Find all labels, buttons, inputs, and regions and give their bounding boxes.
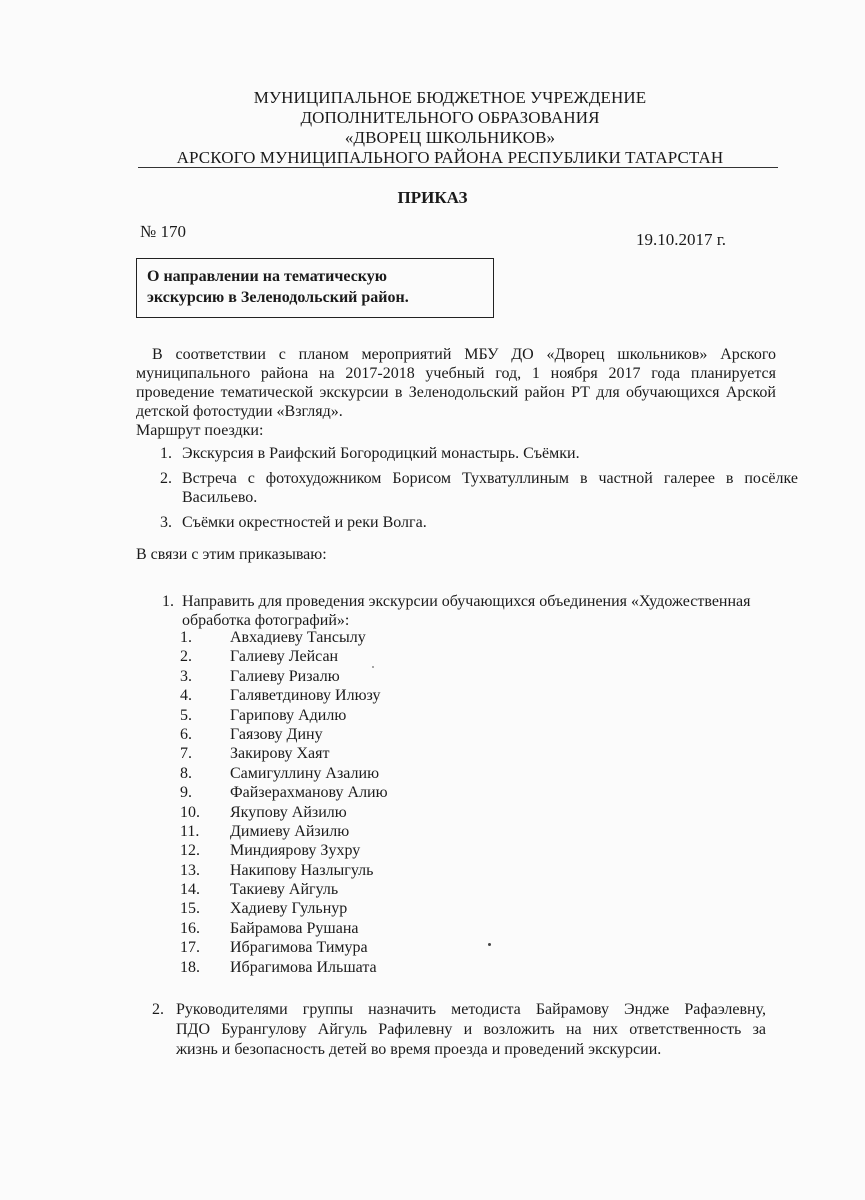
student-number: 9.: [180, 784, 192, 802]
route-item-number: 1.: [160, 445, 172, 462]
route-item-number: 3.: [160, 514, 172, 531]
student-name: Байрамова Рушана: [230, 919, 359, 937]
student-number: 14.: [180, 881, 200, 899]
header-line: АРСКОГО МУНИЦИПАЛЬНОГО РАЙОНА РЕСПУБЛИКИ ТАТАРСТАН: [176, 148, 724, 167]
intro-line: проведение тематической экскурсии в Зеленодольский район РТ для обучающихся Арской: [136, 384, 776, 401]
header-line: МУНИЦИПАЛЬНОЕ БЮДЖЕТНОЕ УЧРЕЖДЕНИЕ: [253, 88, 647, 107]
student-number: 16.: [180, 919, 200, 937]
directive-intro: В связи с этим приказываю:: [136, 546, 327, 563]
route-item-text: Съёмки окрестностей и реки Волга.: [182, 514, 427, 531]
header-divider: [138, 167, 778, 168]
student-number: 12.: [180, 842, 200, 860]
order-item-1: [162, 592, 812, 630]
scan-speck: [372, 666, 374, 668]
document-title: ПРИКАЗ: [397, 188, 468, 207]
route-item-text: Васильево.: [182, 489, 258, 506]
order-item-text: обработка фотографий»:: [182, 612, 350, 629]
order-item-number: 1.: [162, 593, 174, 610]
intro-line: В соответствии с планом мероприятий МБУ ДО «Дворец школьников» Арского: [152, 346, 776, 363]
order-number: № 170: [140, 222, 186, 241]
student-number: 6.: [180, 725, 192, 743]
scan-speck: [488, 943, 491, 946]
order-item: [162, 592, 812, 630]
student-name: Накипову Назлыгуль: [230, 861, 374, 879]
student-number: 17.: [180, 939, 200, 957]
route-item: [160, 513, 800, 532]
order-item-number: 2.: [152, 1001, 164, 1018]
student-number: 4.: [180, 687, 192, 705]
student-name: Хадиеву Гульнур: [230, 900, 348, 918]
student-number: 15.: [180, 900, 200, 918]
student-name: Ибрагимова Тимура: [230, 939, 368, 957]
student-name: Самигуллину Азалию: [230, 764, 380, 782]
student-name: Гарипову Адилю: [230, 706, 347, 724]
student-name: Миндиярову Зухру: [230, 842, 361, 860]
route-item-text: Встреча с фотохудожником Борисом Тухватуллиным в частной галерее в посёлке: [182, 470, 798, 487]
order-item-text: жизнь и безопасность детей во время проезда и проведений экскурсии.: [176, 1041, 662, 1058]
student-number: 1.: [180, 629, 192, 646]
order-item-text-block: [176, 1000, 766, 1060]
intro-paragraph: [136, 345, 776, 421]
subject-box: [136, 258, 494, 318]
student-name: Димиеву Айзилю: [230, 822, 350, 840]
student-number: 2.: [180, 648, 192, 666]
student-number: 7.: [180, 745, 192, 763]
route-item: [160, 469, 800, 507]
student-name: Авхадиеву Тансылу: [230, 629, 366, 646]
subject-line: экскурсию в Зеленодольский район.: [147, 289, 409, 306]
student-name: Галяветдинову Илюзу: [230, 687, 381, 705]
student-number: 18.: [180, 958, 200, 976]
student-name: Такиеву Айгуль: [230, 881, 339, 899]
student-number: 13.: [180, 861, 200, 879]
student-name: Галиеву Лейсан: [230, 648, 339, 666]
order-date: 19.10.2017 г.: [636, 230, 727, 249]
institution-header: [120, 88, 780, 168]
intro-line: муниципального района на 2017-2018 учебный год, 1 ноября 2017 года планируется: [136, 365, 776, 382]
header-line: ДОПОЛНИТЕЛЬНОГО ОБРАЗОВАНИЯ: [300, 108, 600, 127]
route-item-number: 2.: [160, 470, 172, 487]
student-number: 11.: [180, 822, 200, 840]
order-item-text: Направить для проведения экскурсии обучающихся объединения «Художественная: [182, 593, 751, 610]
route-item-text: Экскурсия в Раифский Богородицкий монастырь. Съёмки.: [182, 445, 580, 462]
student-number: 5.: [180, 706, 192, 724]
student-name: Гаязову Дину: [230, 725, 323, 743]
route-title: Маршрут поездки:: [136, 422, 264, 439]
student-name: Файзерахманову Алию: [230, 784, 388, 802]
student-name: Галиеву Ризалю: [230, 667, 340, 685]
student-name: Ибрагимова Ильшата: [230, 958, 377, 976]
intro-line: детской фотостудии «Взгляд».: [136, 403, 343, 420]
header-line: «ДВОРЕЦ ШКОЛЬНИКОВ»: [344, 128, 556, 147]
student-number: 3.: [180, 667, 192, 685]
order-item-text: ПДО Бурангулову Айгуль Рафилевну и возложить на них ответственность за: [176, 1021, 766, 1038]
route-item: [160, 444, 800, 463]
student-name: Якупову Айзилю: [230, 803, 347, 821]
order-item-text: Руководителями группы назначить методиста Байрамову Эндже Рафаэлевну,: [176, 1001, 766, 1018]
student-number: 10.: [180, 803, 200, 821]
route-list: [160, 444, 800, 538]
student-number: 8.: [180, 764, 192, 782]
student-name: Закирову Хаят: [230, 745, 330, 763]
subject-line: О направлении на тематическую: [147, 268, 388, 285]
